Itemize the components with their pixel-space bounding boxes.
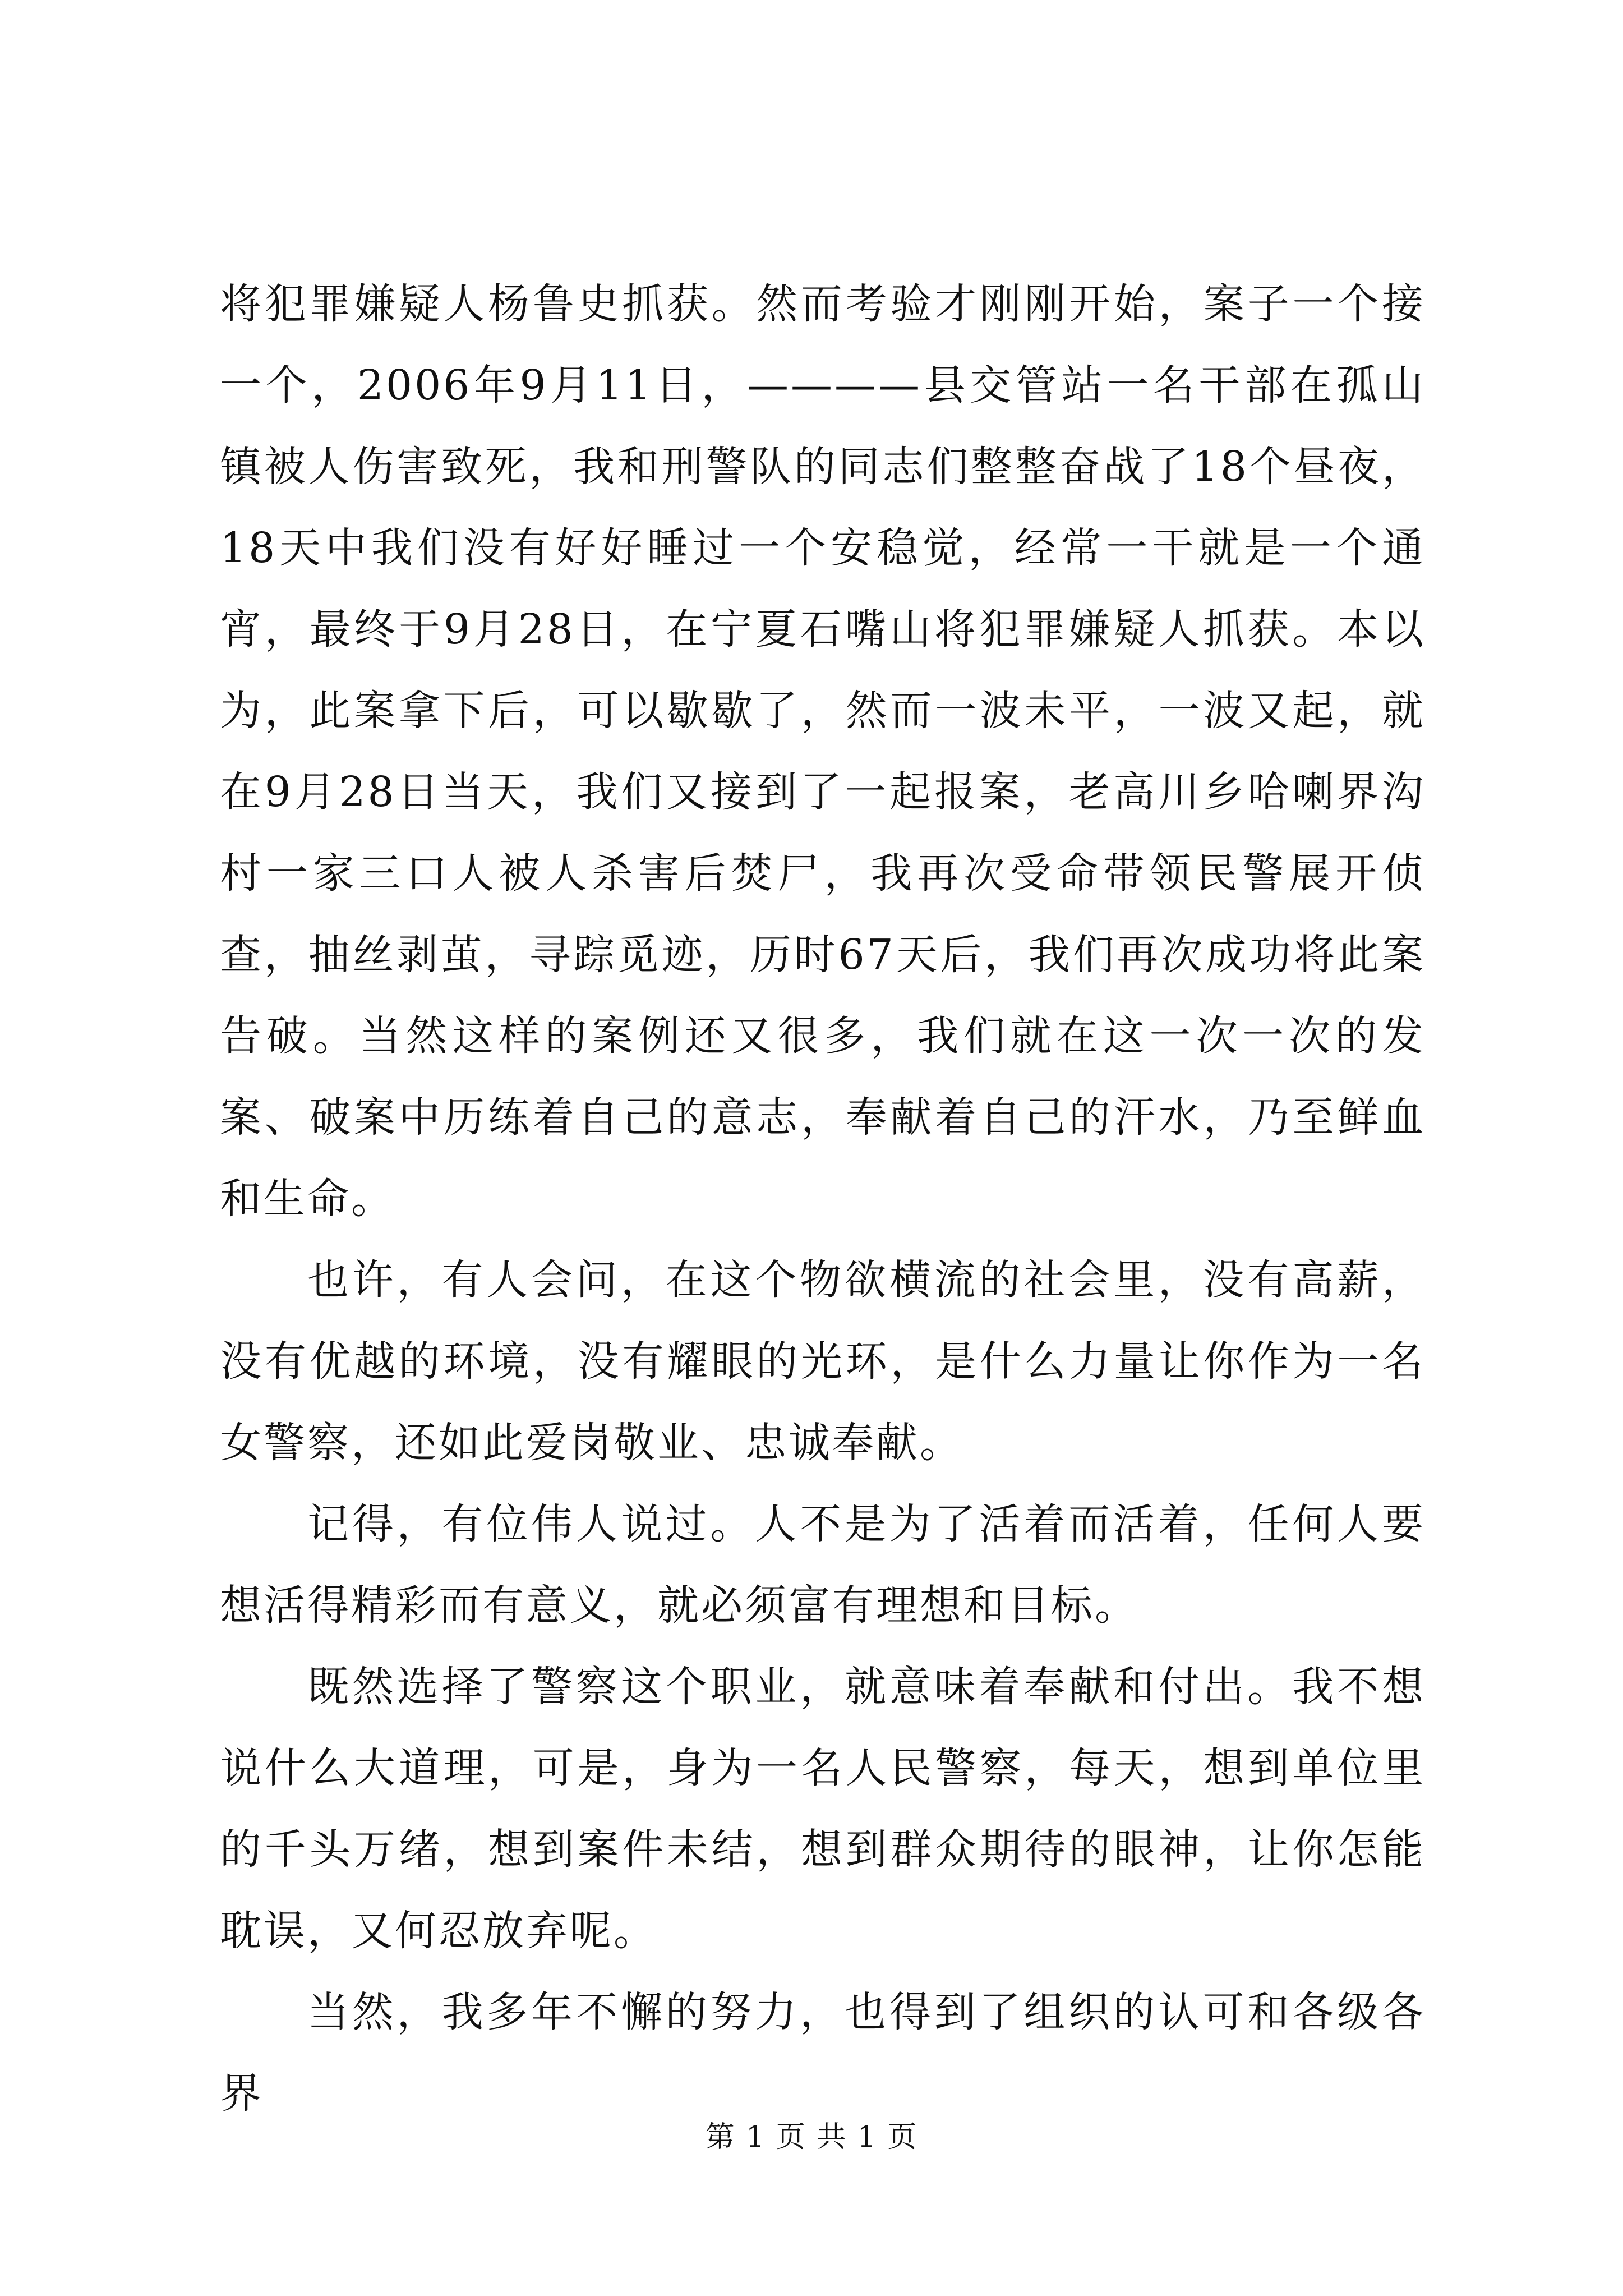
paragraph-2: 也许，有人会问，在这个物欲横流的社会里，没有高薪，没有优越的环境，没有耀眼的光环，是什么力量让你作为一名女警察，还如此爱岗敬业、忠诚奉献。 <box>220 1256 1426 1467</box>
paragraph-4: 既然选择了警察这个职业，就意味着奉献和付出。我不想说什么大道理，可是，身为一名人民警察，每天，想到单位里的千头万绪，想到案件未结，想到群众期待的眼神，让你怎能耽误，又何忍放弃呢。 <box>220 1663 1426 1955</box>
paragraph-5: 当然，我多年不懈的努力，也得到了组织的认可和各级各界 <box>220 1988 1426 2118</box>
document-body <box>220 264 1426 2134</box>
page-footer: 第 1 页 共 1 页 <box>705 2120 918 2154</box>
paragraph-3: 记得，有位伟人说过。人不是为了活着而活着，任何人要想活得精彩而有意义，就必须富有理想和目标。 <box>220 1500 1426 1630</box>
paragraph-1: 将犯罪嫌疑人杨鲁史抓获。然而考验才刚刚开始，案子一个接一个，2006年9月11日，————县交管站一名干部在孤山镇被人伤害致死，我和刑警队的同志们整整奋战了18个昼夜，18天中我们没有好好睡过一个安稳觉，经常一干就是一个通宵，最终于9月28日，在宁夏石嘴山将犯罪嫌疑人抓获。本以为，此案拿下后，可以歇歇了，然而一波未平，一波又起，就在9月28日当天，我们又接到了一起报案，老高川乡哈喇界沟村一家三口人被人杀害后焚尸，我再次受命带领民警展开侦查，抽丝剥茧，寻踪觅迹，历时67天后，我们再次成功将此案告破。当然这样的案例还又很多，我们就在这一次一次的发案、破案中历练着自己的意志，奉献着自己的汗水，乃至鲜血和生命。 <box>220 280 1426 1223</box>
